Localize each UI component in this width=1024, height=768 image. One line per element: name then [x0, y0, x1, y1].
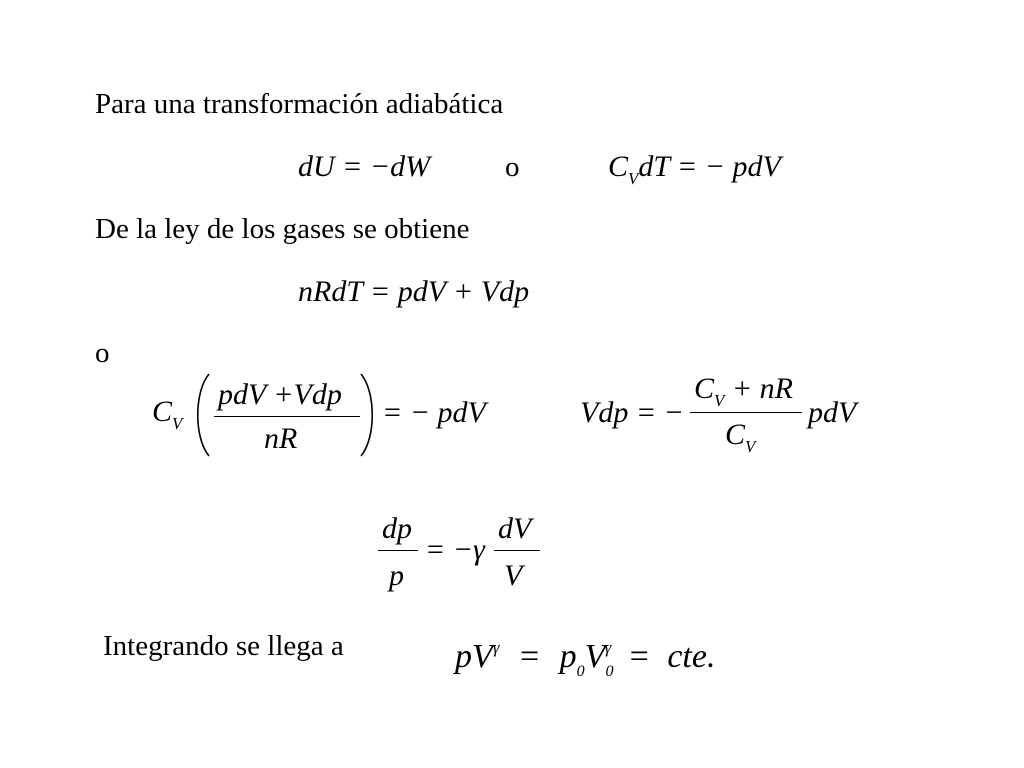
- gas-law-text: De la ley de los gases se obtiene: [95, 213, 470, 245]
- equation-du-dw: dU = −dW: [298, 150, 431, 183]
- eq5-num1: dp: [382, 512, 412, 545]
- eq5-mid: = −γ: [425, 533, 485, 566]
- eq5-num2: dV: [498, 512, 532, 545]
- eq3-denominator: nR: [264, 422, 298, 455]
- eq5-fraction-bar-1: [378, 550, 418, 551]
- intro-adiabatic-text: Para una transformación adiabática: [95, 88, 504, 120]
- connector-o-2: o: [95, 337, 110, 369]
- eq3-numerator: pdV +Vdp: [218, 378, 342, 411]
- equation-nrdt: nRdT = pdV + Vdp: [298, 275, 530, 308]
- equation-cv-dt: $C_VdT$ = − pdV: [608, 150, 781, 188]
- eq5-fraction-bar-2: [494, 550, 540, 551]
- integration-text: Integrando se llega a: [103, 630, 344, 662]
- eq4-denominator: $C_V$: [725, 418, 756, 456]
- eq3-rhs: = − pdV: [382, 396, 486, 429]
- eq3-cv: $C_V$: [152, 395, 183, 433]
- eq4-fraction-bar: [690, 412, 802, 413]
- equation-pv-gamma: $pV^\gamma = p_0V_0^\gamma$ = cte.: [455, 638, 716, 680]
- connector-o: o: [505, 151, 520, 183]
- eq4-lhs: Vdp = −: [580, 396, 684, 429]
- eq5-den1: p: [389, 559, 404, 592]
- eq4-rhs: pdV: [808, 396, 857, 429]
- eq3-fraction-bar: [214, 416, 360, 417]
- eq5-den2: V: [504, 559, 523, 592]
- right-paren-icon: [358, 372, 378, 458]
- eq4-numerator: $C_V$ + nR: [694, 372, 793, 410]
- left-paren-icon: [192, 372, 212, 458]
